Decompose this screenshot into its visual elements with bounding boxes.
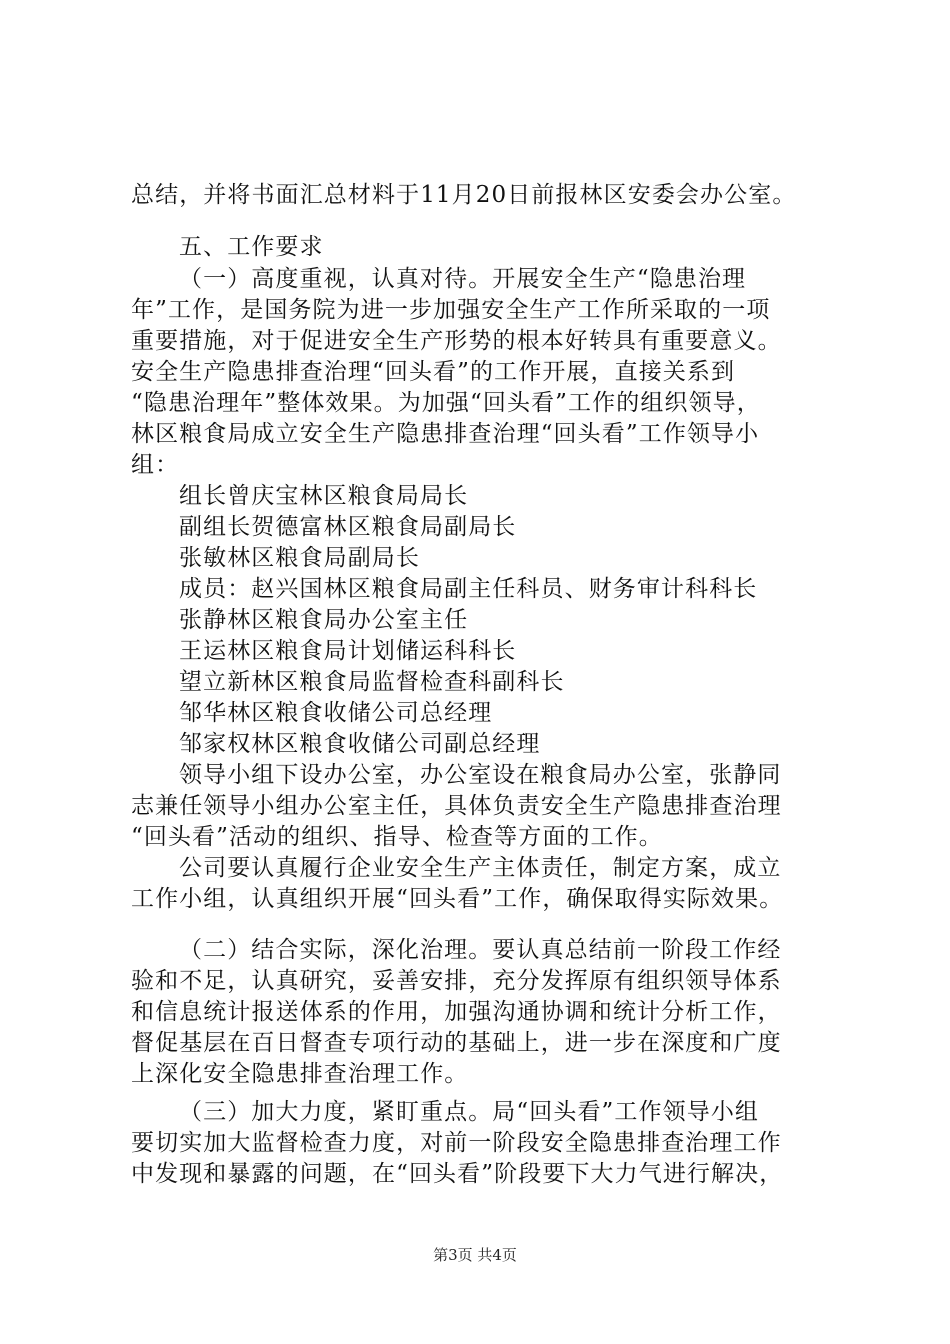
text-line: 公司要认真履行企业安全生产主体责任，制定方案，成立 (179, 855, 782, 881)
text-line: 要切实加大监督检查力度，对前一阶段安全隐患排查治理工作 (131, 1130, 782, 1156)
page-number: 第3页 共4页 (433, 1246, 517, 1264)
member-line: 望立新林区粮食局监督检查科副科长 (179, 669, 565, 695)
text-line: 督促基层在百日督查专项行动的基础上，进一步在深度和广度 (131, 1030, 782, 1056)
text-line: 志兼任领导小组办公室主任，具体负责安全生产隐患排查治理 (131, 793, 782, 819)
text-line: （一）高度重视，认真对待。开展安全生产“隐患治理 (179, 266, 747, 292)
section-heading: 五、工作要求 (179, 234, 324, 260)
member-line: 王运林区粮食局计划储运科科长 (179, 638, 517, 664)
text-line: 工作小组，认真组织开展“回头看”工作，确保取得实际效果。 (131, 886, 784, 912)
text-line: 安全生产隐患排查治理“回头看”的工作开展，直接关系到 (131, 359, 736, 385)
member-line: 成员：赵兴国林区粮食局副主任科员、财务审计科科长 (179, 576, 758, 602)
text-line: 年”工作，是国务院为进一步加强安全生产工作所采取的一项 (131, 297, 771, 323)
member-line: 张敏林区粮食局副局长 (179, 545, 420, 571)
text-line: 上深化安全隐患排查治理工作。 (131, 1061, 469, 1087)
text-line: 组： (131, 452, 180, 478)
member-line: 邹家权林区粮食收储公司副总经理 (179, 731, 541, 757)
text-line: 总结，并将书面汇总材料于11月20日前报林区安委会办公室。 (131, 182, 797, 208)
text-line: “回头看”活动的组织、指导、检查等方面的工作。 (131, 824, 663, 850)
member-line: 副组长贺德富林区粮食局副局长 (179, 514, 517, 540)
text-line: 中发现和暴露的问题，在“回头看”阶段要下大力气进行解决， (131, 1161, 784, 1187)
text-line: “隐患治理年”整体效果。为加强“回头看”工作的组织领导， (131, 390, 761, 416)
member-line: 邹华林区粮食收储公司总经理 (179, 700, 493, 726)
member-line: 张静林区粮食局办公室主任 (179, 607, 469, 633)
text-line: 领导小组下设办公室，办公室设在粮食局办公室，张静同 (179, 762, 782, 788)
member-line: 组长曾庆宝林区粮食局局长 (179, 483, 469, 509)
text-line: （二）结合实际，深化治理。要认真总结前一阶段工作经 (179, 937, 782, 963)
text-line: 重要措施，对于促进安全生产形势的根本好转具有重要意义。 (131, 328, 782, 354)
text-line: 验和不足，认真研究，妥善安排，充分发挥原有组织领导体系 (131, 968, 782, 994)
text-line: 和信息统计报送体系的作用，加强沟通协调和统计分析工作， (131, 999, 782, 1025)
text-line: （三）加大力度，紧盯重点。局“回头看”工作领导小组 (179, 1099, 760, 1125)
text-line: 林区粮食局成立安全生产隐患排查治理“回头看”工作领导小 (131, 421, 760, 447)
